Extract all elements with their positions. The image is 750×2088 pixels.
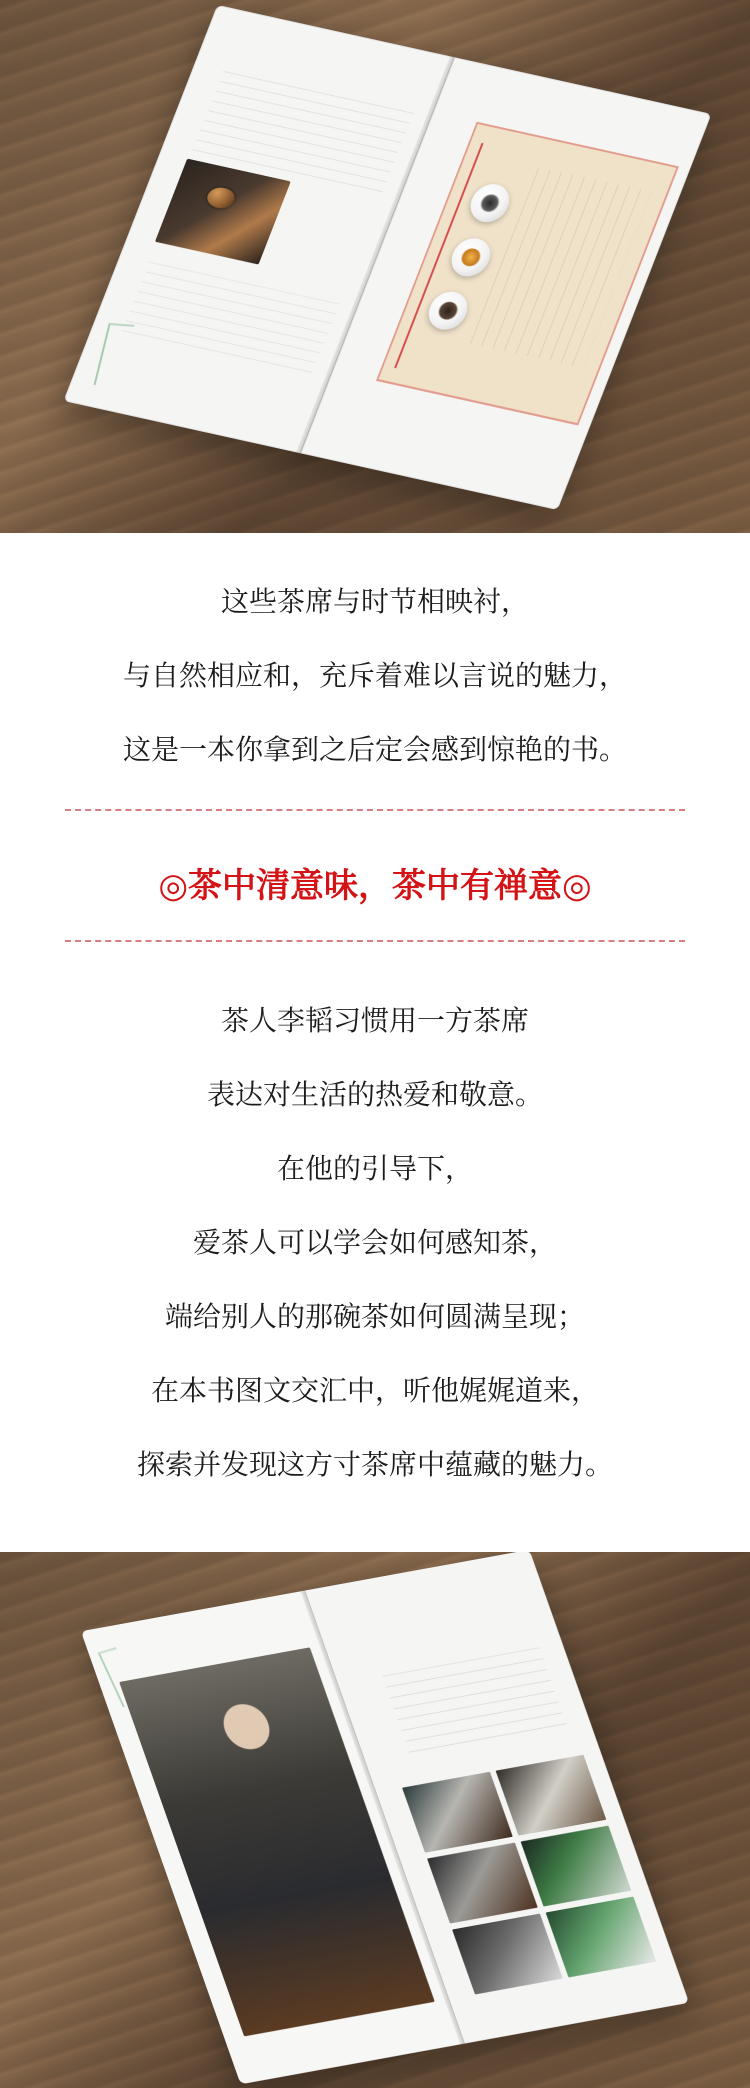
collage-tile-2 bbox=[496, 1755, 607, 1836]
collage-tile-4 bbox=[521, 1826, 632, 1907]
intro-line-1: 这些茶席与时节相映衬， bbox=[220, 585, 529, 618]
section-line-5: 端给别人的那碗茶如何圆满呈现； bbox=[164, 1300, 585, 1334]
top-book-photo bbox=[0, 0, 750, 533]
section-line-1: 茶人李韬习惯用一方茶席 bbox=[220, 1004, 529, 1038]
intro-text bbox=[0, 585, 750, 1482]
left-text-lines-lower bbox=[119, 262, 340, 382]
divider-bottom bbox=[65, 940, 685, 942]
green-corner-mark bbox=[94, 323, 135, 387]
section-heading: ◎茶中清意味，茶中有禅意◎ bbox=[158, 866, 592, 906]
section-line-4: 爱茶人可以学会如何感知茶， bbox=[192, 1226, 557, 1260]
collage-tile-3 bbox=[427, 1843, 538, 1924]
bottom-book-photo bbox=[0, 1552, 750, 2088]
collage-tile-6 bbox=[546, 1897, 657, 1978]
collage-tile-5 bbox=[452, 1914, 563, 1995]
section-line-6: 在本书图文交汇中，听他娓娓道来， bbox=[150, 1374, 599, 1408]
tea-liquor-amber bbox=[458, 246, 484, 268]
section-line-2: 表达对生活的热爱和敬意。 bbox=[206, 1078, 543, 1112]
tea-leaves-brown bbox=[435, 300, 461, 322]
divider-top bbox=[65, 809, 685, 811]
tea-leaves-dark bbox=[477, 192, 503, 214]
intro-line-3: 这是一本你拿到之后定会感到惊艳的书。 bbox=[122, 733, 627, 766]
right-text-lines-bottom bbox=[382, 1648, 567, 1755]
section-line-7: 探索并发现这方寸茶席中蕴藏的魅力。 bbox=[136, 1448, 613, 1482]
collage-tile-1 bbox=[402, 1772, 513, 1853]
section-line-3: 在他的引导下， bbox=[276, 1152, 473, 1186]
intro-line-2: 与自然相应和，充斥着难以言说的魅力， bbox=[122, 659, 627, 692]
